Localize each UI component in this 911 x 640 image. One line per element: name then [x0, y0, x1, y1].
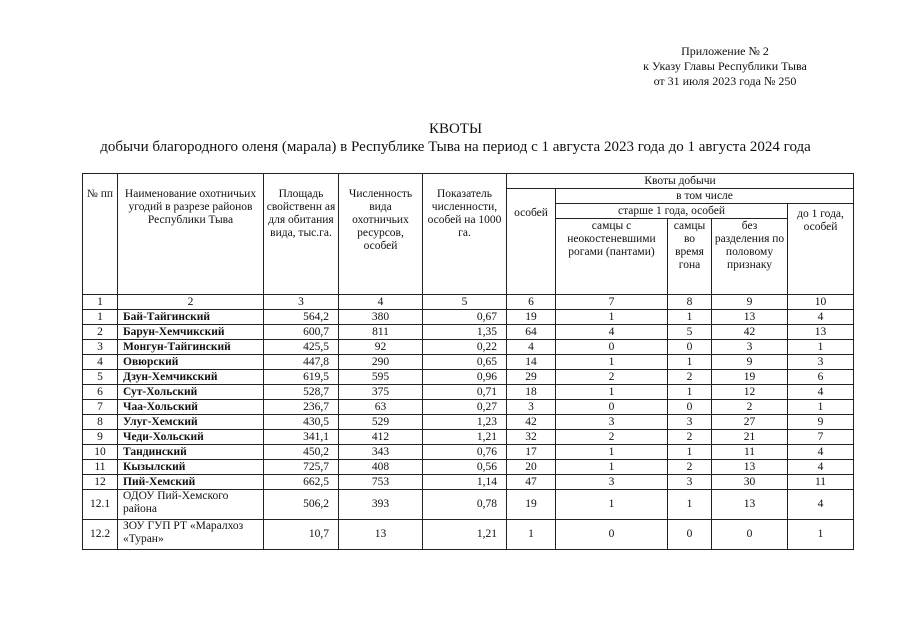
area-value: 528,7	[264, 385, 339, 400]
column-number-cell: 6	[507, 295, 556, 310]
density-value: 0,71	[423, 385, 507, 400]
quota-total: 19	[507, 310, 556, 325]
header-area: Площадь свойственн ая для обитания вида, тыс.га.	[264, 174, 339, 295]
density-value: 0,65	[423, 355, 507, 370]
density-value: 1,23	[423, 415, 507, 430]
table-row	[83, 445, 854, 460]
quota-antlers: 4	[556, 325, 668, 340]
district-name: Пий-Хемский	[118, 475, 264, 490]
header-population: Численность вида охотничьих ресурсов, особей	[339, 174, 423, 295]
title-line-1: КВОТЫ	[428, 121, 483, 137]
row-number: 4	[83, 355, 118, 370]
quota-nosex: 9	[712, 355, 788, 370]
table-row	[83, 370, 854, 385]
column-number-cell: 5	[423, 295, 507, 310]
quota-antlers: 1	[556, 355, 668, 370]
quota-rut: 0	[668, 340, 712, 355]
quota-nosex: 11	[712, 445, 788, 460]
density-value: 1,14	[423, 475, 507, 490]
header-quotas: Квоты добычи	[507, 174, 854, 189]
population-value: 380	[339, 310, 423, 325]
quota-nosex: 27	[712, 415, 788, 430]
annex-line-1: Приложение № 2	[681, 44, 769, 58]
annex-block	[560, 44, 890, 89]
title-line-2: добычи благородного оленя (марала) в Республике Тыва на период с 1 августа 2023 года до 1 августа 2024 года	[100, 139, 811, 155]
quota-rut: 2	[668, 460, 712, 475]
quota-total: 17	[507, 445, 556, 460]
quota-total: 1	[507, 520, 556, 550]
row-number: 9	[83, 430, 118, 445]
table-row	[83, 520, 854, 550]
district-name: Дзун-Хемчикский	[118, 370, 264, 385]
district-name: Улуг-Хемский	[118, 415, 264, 430]
quota-young: 6	[788, 370, 854, 385]
quota-young: 11	[788, 475, 854, 490]
quota-total: 3	[507, 400, 556, 415]
header-num: № пп	[83, 174, 118, 295]
quota-nosex: 0	[712, 520, 788, 550]
district-name: Монгун-Тайгинский	[118, 340, 264, 355]
table-row	[83, 490, 854, 520]
district-name: ЗОУ ГУП РТ «Маралхоз «Туран»	[118, 520, 264, 550]
area-value: 430,5	[264, 415, 339, 430]
population-value: 408	[339, 460, 423, 475]
quota-nosex: 19	[712, 370, 788, 385]
table-row	[83, 400, 854, 415]
header-antlers: самцы с неокостеневшими рогами (пантами)	[556, 219, 668, 295]
column-number-cell: 9	[712, 295, 788, 310]
quota-antlers: 2	[556, 370, 668, 385]
quota-total: 19	[507, 490, 556, 520]
quota-young: 4	[788, 385, 854, 400]
quota-young: 7	[788, 430, 854, 445]
area-value: 506,2	[264, 490, 339, 520]
district-name: Бай-Тайгинский	[118, 310, 264, 325]
quota-nosex: 2	[712, 400, 788, 415]
area-value: 10,7	[264, 520, 339, 550]
quota-antlers: 2	[556, 430, 668, 445]
table-row	[83, 310, 854, 325]
header-total: особей	[507, 189, 556, 295]
quota-total: 42	[507, 415, 556, 430]
density-value: 1,21	[423, 520, 507, 550]
row-number: 12.2	[83, 520, 118, 550]
row-number: 11	[83, 460, 118, 475]
quota-total: 4	[507, 340, 556, 355]
quota-rut: 5	[668, 325, 712, 340]
district-name: Тандинский	[118, 445, 264, 460]
row-number: 7	[83, 400, 118, 415]
population-value: 343	[339, 445, 423, 460]
area-value: 619,5	[264, 370, 339, 385]
population-value: 393	[339, 490, 423, 520]
quota-total: 20	[507, 460, 556, 475]
district-name: Овюрский	[118, 355, 264, 370]
quota-rut: 1	[668, 355, 712, 370]
district-name: Чаа-Хольский	[118, 400, 264, 415]
quota-nosex: 12	[712, 385, 788, 400]
annex-line-2: к Указу Главы Республики Тыва	[643, 59, 807, 73]
column-numbers-row	[83, 295, 854, 310]
annex-line-3: от 31 июля 2023 года № 250	[653, 74, 797, 88]
column-number-cell: 3	[264, 295, 339, 310]
quota-young: 1	[788, 400, 854, 415]
quota-rut: 2	[668, 370, 712, 385]
quota-young: 3	[788, 355, 854, 370]
quota-young: 13	[788, 325, 854, 340]
quota-antlers: 3	[556, 415, 668, 430]
quota-rut: 1	[668, 385, 712, 400]
quota-antlers: 1	[556, 490, 668, 520]
table-row	[83, 355, 854, 370]
quota-antlers: 0	[556, 400, 668, 415]
header-young: до 1 года, особей	[788, 204, 854, 295]
quota-young: 1	[788, 520, 854, 550]
row-number: 12	[83, 475, 118, 490]
population-value: 290	[339, 355, 423, 370]
quota-total: 29	[507, 370, 556, 385]
table-row	[83, 460, 854, 475]
area-value: 236,7	[264, 400, 339, 415]
district-name: Барун-Хемчикский	[118, 325, 264, 340]
density-value: 0,22	[423, 340, 507, 355]
density-value: 0,27	[423, 400, 507, 415]
quota-rut: 3	[668, 415, 712, 430]
area-value: 425,5	[264, 340, 339, 355]
quota-young: 9	[788, 415, 854, 430]
population-value: 595	[339, 370, 423, 385]
density-value: 1,35	[423, 325, 507, 340]
quota-nosex: 13	[712, 460, 788, 475]
population-value: 63	[339, 400, 423, 415]
quota-antlers: 1	[556, 445, 668, 460]
column-number-cell: 10	[788, 295, 854, 310]
quota-total: 18	[507, 385, 556, 400]
population-value: 375	[339, 385, 423, 400]
quota-total: 64	[507, 325, 556, 340]
quota-antlers: 0	[556, 520, 668, 550]
header-rut: самцы во время гона	[668, 219, 712, 295]
district-name: Кызылский	[118, 460, 264, 475]
row-number: 5	[83, 370, 118, 385]
density-value: 0,76	[423, 445, 507, 460]
quota-young: 4	[788, 490, 854, 520]
quota-antlers: 1	[556, 310, 668, 325]
table-row	[83, 430, 854, 445]
column-number-cell: 8	[668, 295, 712, 310]
area-value: 600,7	[264, 325, 339, 340]
table-row	[83, 325, 854, 340]
row-number: 8	[83, 415, 118, 430]
column-number-cell: 7	[556, 295, 668, 310]
header-nosex: без разделения по половому признаку	[712, 219, 788, 295]
row-number: 10	[83, 445, 118, 460]
row-number: 1	[83, 310, 118, 325]
quota-antlers: 0	[556, 340, 668, 355]
quota-rut: 1	[668, 310, 712, 325]
header-older: старше 1 года, особей	[556, 204, 788, 219]
quota-young: 4	[788, 310, 854, 325]
quota-nosex: 13	[712, 310, 788, 325]
header-name: Наименование охотничьих угодий в разрезе районов Республики Тыва	[118, 174, 264, 295]
quota-total: 32	[507, 430, 556, 445]
quota-rut: 0	[668, 520, 712, 550]
population-value: 811	[339, 325, 423, 340]
quota-rut: 1	[668, 490, 712, 520]
table-row	[83, 385, 854, 400]
quota-young: 1	[788, 340, 854, 355]
population-value: 753	[339, 475, 423, 490]
density-value: 0,78	[423, 490, 507, 520]
area-value: 725,7	[264, 460, 339, 475]
population-value: 13	[339, 520, 423, 550]
quota-table	[82, 173, 854, 550]
quota-nosex: 30	[712, 475, 788, 490]
table-row	[83, 340, 854, 355]
quota-antlers: 1	[556, 385, 668, 400]
quota-nosex: 13	[712, 490, 788, 520]
quota-total: 47	[507, 475, 556, 490]
row-number: 12.1	[83, 490, 118, 520]
quota-antlers: 3	[556, 475, 668, 490]
density-value: 0,96	[423, 370, 507, 385]
density-value: 0,67	[423, 310, 507, 325]
quota-young: 4	[788, 445, 854, 460]
quota-rut: 0	[668, 400, 712, 415]
district-name: Чеди-Хольский	[118, 430, 264, 445]
row-number: 3	[83, 340, 118, 355]
header-incl: в том числе	[556, 189, 854, 204]
row-number: 6	[83, 385, 118, 400]
population-value: 412	[339, 430, 423, 445]
quota-antlers: 1	[556, 460, 668, 475]
area-value: 450,2	[264, 445, 339, 460]
table-row	[83, 475, 854, 490]
quota-nosex: 3	[712, 340, 788, 355]
area-value: 662,5	[264, 475, 339, 490]
area-value: 564,2	[264, 310, 339, 325]
population-value: 529	[339, 415, 423, 430]
quota-rut: 3	[668, 475, 712, 490]
table-row	[83, 415, 854, 430]
quota-nosex: 21	[712, 430, 788, 445]
area-value: 341,1	[264, 430, 339, 445]
column-number-cell: 2	[118, 295, 264, 310]
density-value: 0,56	[423, 460, 507, 475]
document-title	[0, 120, 911, 156]
quota-total: 14	[507, 355, 556, 370]
row-number: 2	[83, 325, 118, 340]
district-name: ОДОУ Пий-Хемского района	[118, 490, 264, 520]
district-name: Сут-Хольский	[118, 385, 264, 400]
quota-young: 4	[788, 460, 854, 475]
quota-rut: 1	[668, 445, 712, 460]
area-value: 447,8	[264, 355, 339, 370]
quota-nosex: 42	[712, 325, 788, 340]
column-number-cell: 1	[83, 295, 118, 310]
density-value: 1,21	[423, 430, 507, 445]
column-number-cell: 4	[339, 295, 423, 310]
population-value: 92	[339, 340, 423, 355]
quota-rut: 2	[668, 430, 712, 445]
header-density: Показатель численности, особей на 1000 га.	[423, 174, 507, 295]
